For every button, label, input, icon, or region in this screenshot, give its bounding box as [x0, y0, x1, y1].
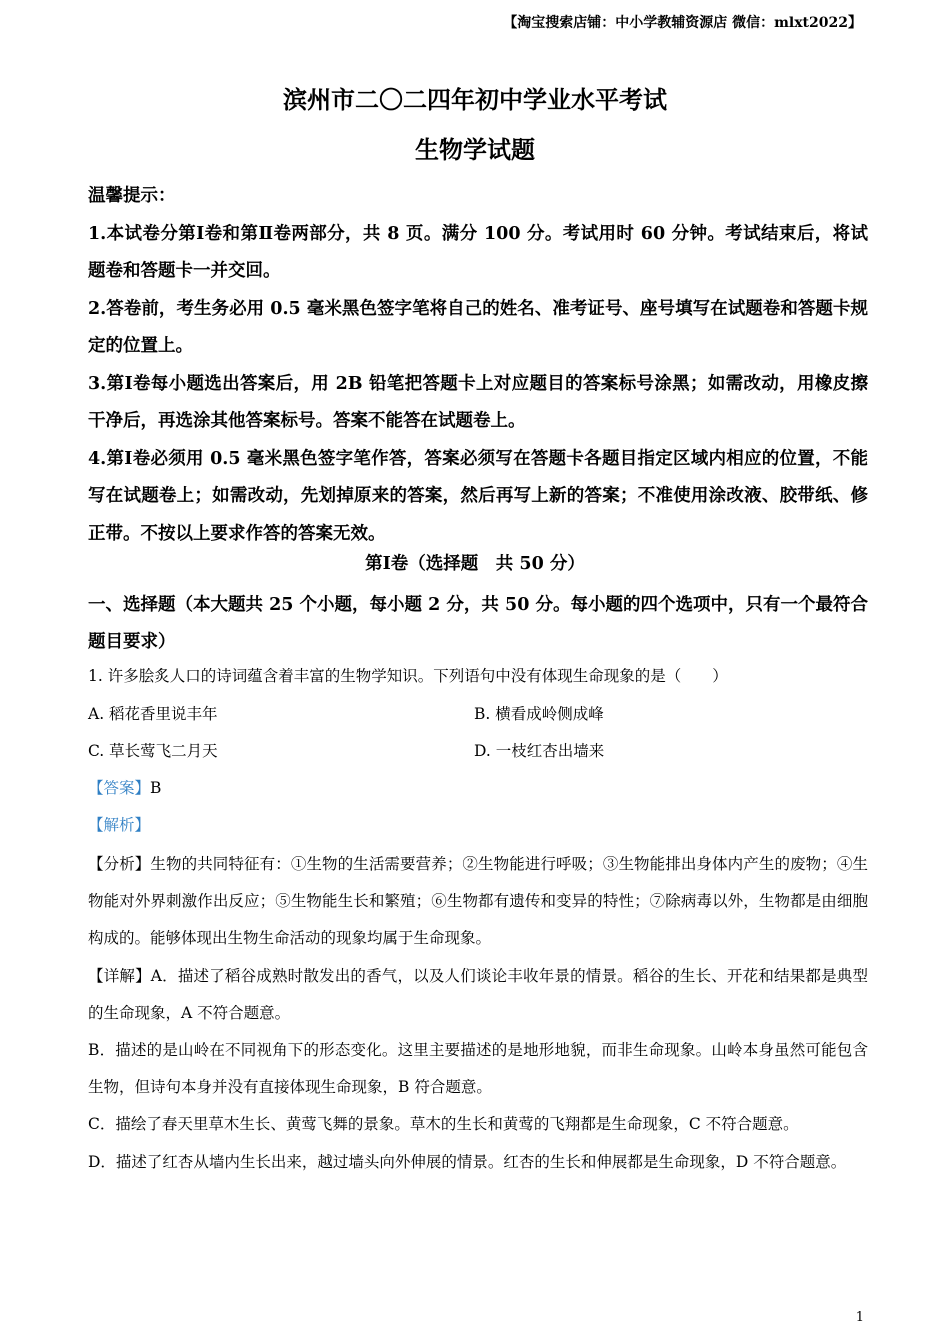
instructions-heading: 温馨提示： — [88, 186, 176, 206]
xiangjie-paragraph-c: C．描绘了春天里草木生长、黄莺飞舞的景象。草木的生长和黄莺的飞翔都是生命现象，C 不符合题意。 — [88, 1115, 799, 1134]
instructions — [88, 178, 868, 553]
page-number: 1 — [855, 1310, 864, 1325]
exam-subtitle: 生物学试题 — [415, 135, 535, 164]
explanation — [88, 846, 868, 1181]
fenxi-paragraph — [88, 846, 868, 958]
instruction-item: 1.本试卷分第Ⅰ卷和第Ⅱ卷两部分，共 8 页。满分 100 分。考试用时 60 分钟。考试结束后，将试题卷和答题卡一并交回。 — [88, 223, 868, 281]
option-a: A. 稻花香里说丰年 — [88, 705, 218, 723]
xiangjie-paragraph-a — [88, 958, 868, 1032]
xiangjie-text-a: A．描述了稻谷成熟时散发出的香气，以及人们谈论丰收年景的情景。稻谷的生长、开花和结果都是典型的生命现象，A 不符合题意。 — [88, 966, 868, 1022]
fenxi-text: 生物的共同特征有：①生物的生活需要营养；②生物能进行呼吸；③生物能排出身体内产生的废物；④生物能对外界刺激作出反应；⑤生物能生长和繁殖；⑥生物都有遗传和变异的特性；⑦除病毒以外，生物都是由细胞构成的。能够体现出生物生命活动的现象均属于生命现象。 — [88, 855, 868, 948]
instruction-item: 4.第Ⅰ卷必须用 0.5 毫米黑色签字笔作答，答案必须写在答题卡各题目指定区域内相应的位置，不能写在试题卷上；如需改动，先划掉原来的答案，然后再写上新的答案；不准使用涂改液、胶带纸、修正带。不按以上要求作答的答案无效。 — [88, 448, 868, 544]
option-c: C. 草长莺飞二月天 — [88, 742, 218, 760]
xiangjie-paragraph-b: B．描述的是山岭在不同视角下的形态变化。这里主要描述的是地形地貌，而非生命现象。山岭本身虽然可能包含生物，但诗句本身并没有直接体现生命现象，B 符合题意。 — [88, 1041, 868, 1097]
option-b: B. 横看成岭侧成峰 — [474, 705, 604, 723]
part-heading: 一、选择题（本大题共 25 个小题，每小题 2 分，共 50 分。每小题的四个选项中，只有一个最符合题目要求） — [88, 595, 868, 652]
instruction-item: 3.第Ⅰ卷每小题选出答案后，用 2B 铅笔把答题卡上对应题目的答案标号涂黑；如需改动，用橡皮擦干净后，再选涂其他答案标号。答案不能答在试题卷上。 — [88, 373, 868, 431]
fenxi-tag: 【分析】 — [88, 855, 151, 873]
question-stem: 1. 许多脍炙人口的诗词蕴含着丰富的生物学知识。下列语句中没有体现生命现象的是（ ） — [88, 667, 728, 685]
answer-tag: 【答案】 — [88, 779, 151, 797]
instruction-item: 2.答卷前，考生务必用 0.5 毫米黑色签字笔将自己的姓名、准考证号、座号填写在试题卷和答题卡规定的位置上。 — [88, 298, 868, 356]
analysis-tag: 【解析】 — [88, 816, 151, 834]
header-note: 【淘宝搜索店铺：中小学教辅资源店 微信：mlxt2022】 — [503, 15, 862, 31]
section-heading: 第Ⅰ卷（选择题 共 50 分） — [365, 554, 585, 574]
analysis-heading — [88, 807, 150, 844]
xiangjie-paragraph-d: D．描述了红杏从墙内生长出来，越过墙头向外伸展的情景。红杏的生长和伸展都是生命现象，D 不符合题意。 — [88, 1152, 847, 1171]
option-d: D. 一枝红杏出墙来 — [474, 742, 605, 760]
answer-line — [88, 770, 161, 807]
xiangjie-tag: 【详解】 — [88, 966, 151, 985]
answer-value: B — [150, 779, 162, 797]
exam-title: 滨州市二〇二四年初中学业水平考试 — [283, 85, 667, 114]
